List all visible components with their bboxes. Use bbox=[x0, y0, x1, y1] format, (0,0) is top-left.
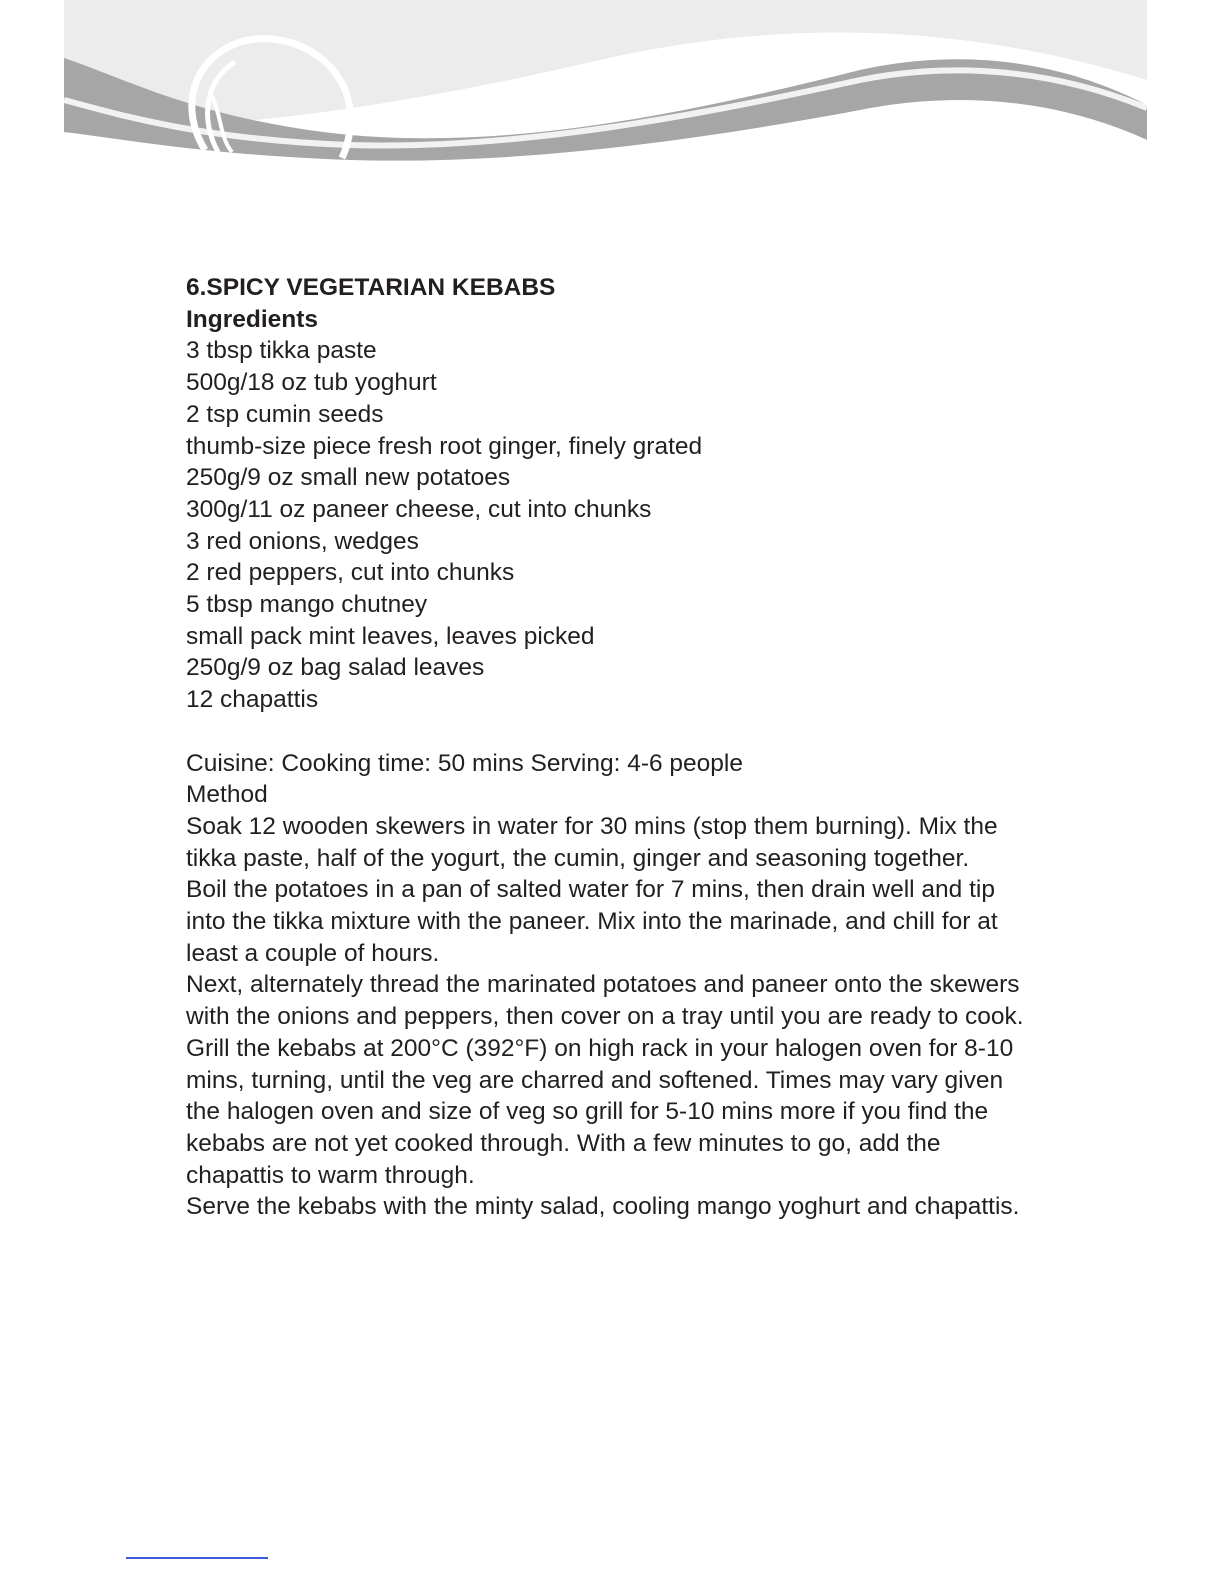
ingredient-item: 250g/9 oz bag salad leaves bbox=[186, 654, 485, 682]
ingredients-heading: Ingredients bbox=[186, 305, 319, 333]
ingredient-item: 2 tsp cumin seeds bbox=[186, 400, 384, 428]
ingredient-item: thumb-size piece fresh root ginger, finely grated bbox=[186, 432, 703, 460]
ingredient-item: small pack mint leaves, leaves picked bbox=[186, 622, 595, 650]
footer-rule bbox=[126, 1557, 268, 1559]
recipe-title: 6.SPICY VEGETARIAN KEBABS bbox=[186, 274, 556, 301]
method-step: Boil the potatoes in a pan of salted water for 7 mins, then drain well and tip into the tikka mixture with the paneer. Mix into the marinade, and chill for at least a couple of hours. bbox=[186, 876, 998, 967]
recipe-content bbox=[186, 272, 1036, 1223]
ingredient-item: 250g/9 oz small new potatoes bbox=[186, 464, 511, 492]
section-spacer bbox=[186, 716, 1036, 748]
method-step: Next, alternately thread the marinated potatoes and paneer onto the skewers with the onions and peppers, then cover on a tray until you are ready to cook. bbox=[186, 971, 1024, 1031]
ingredient-item: 3 red onions, wedges bbox=[186, 527, 419, 555]
method-step: Soak 12 wooden skewers in water for 30 mins (stop them burning). Mix the tikka paste, half of the yogurt, the cumin, ginger and seasoning together. bbox=[186, 812, 998, 872]
ingredient-item: 500g/18 oz tub yoghurt bbox=[186, 369, 437, 397]
ingredient-item: 3 tbsp tikka paste bbox=[186, 337, 377, 365]
method-step: Serve the kebabs with the minty salad, cooling mango yoghurt and chapattis. bbox=[186, 1193, 1020, 1221]
header-wave-graphic bbox=[0, 0, 1225, 175]
ingredients-list bbox=[186, 335, 1036, 715]
ingredient-item: 5 tbsp mango chutney bbox=[186, 591, 428, 619]
method-heading: Method bbox=[186, 781, 268, 809]
ingredient-item: 300g/11 oz paneer cheese, cut into chunks bbox=[186, 495, 652, 523]
recipe-info-line: Cuisine: Cooking time: 50 mins Serving: 4-6 people bbox=[186, 749, 743, 777]
method-step: Grill the kebabs at 200°C (392°F) on high rack in your halogen oven for 8-10 mins, turning, until the veg are charred and softened. Times may vary given the halogen oven and size of veg so grill for 5-10 mins more if you find the kebabs are not yet cooked through. With a few minutes to go, add the chapattis to warm through. bbox=[186, 1034, 1014, 1189]
ingredient-item: 12 chapattis bbox=[186, 686, 319, 714]
ingredient-item: 2 red peppers, cut into chunks bbox=[186, 559, 515, 587]
